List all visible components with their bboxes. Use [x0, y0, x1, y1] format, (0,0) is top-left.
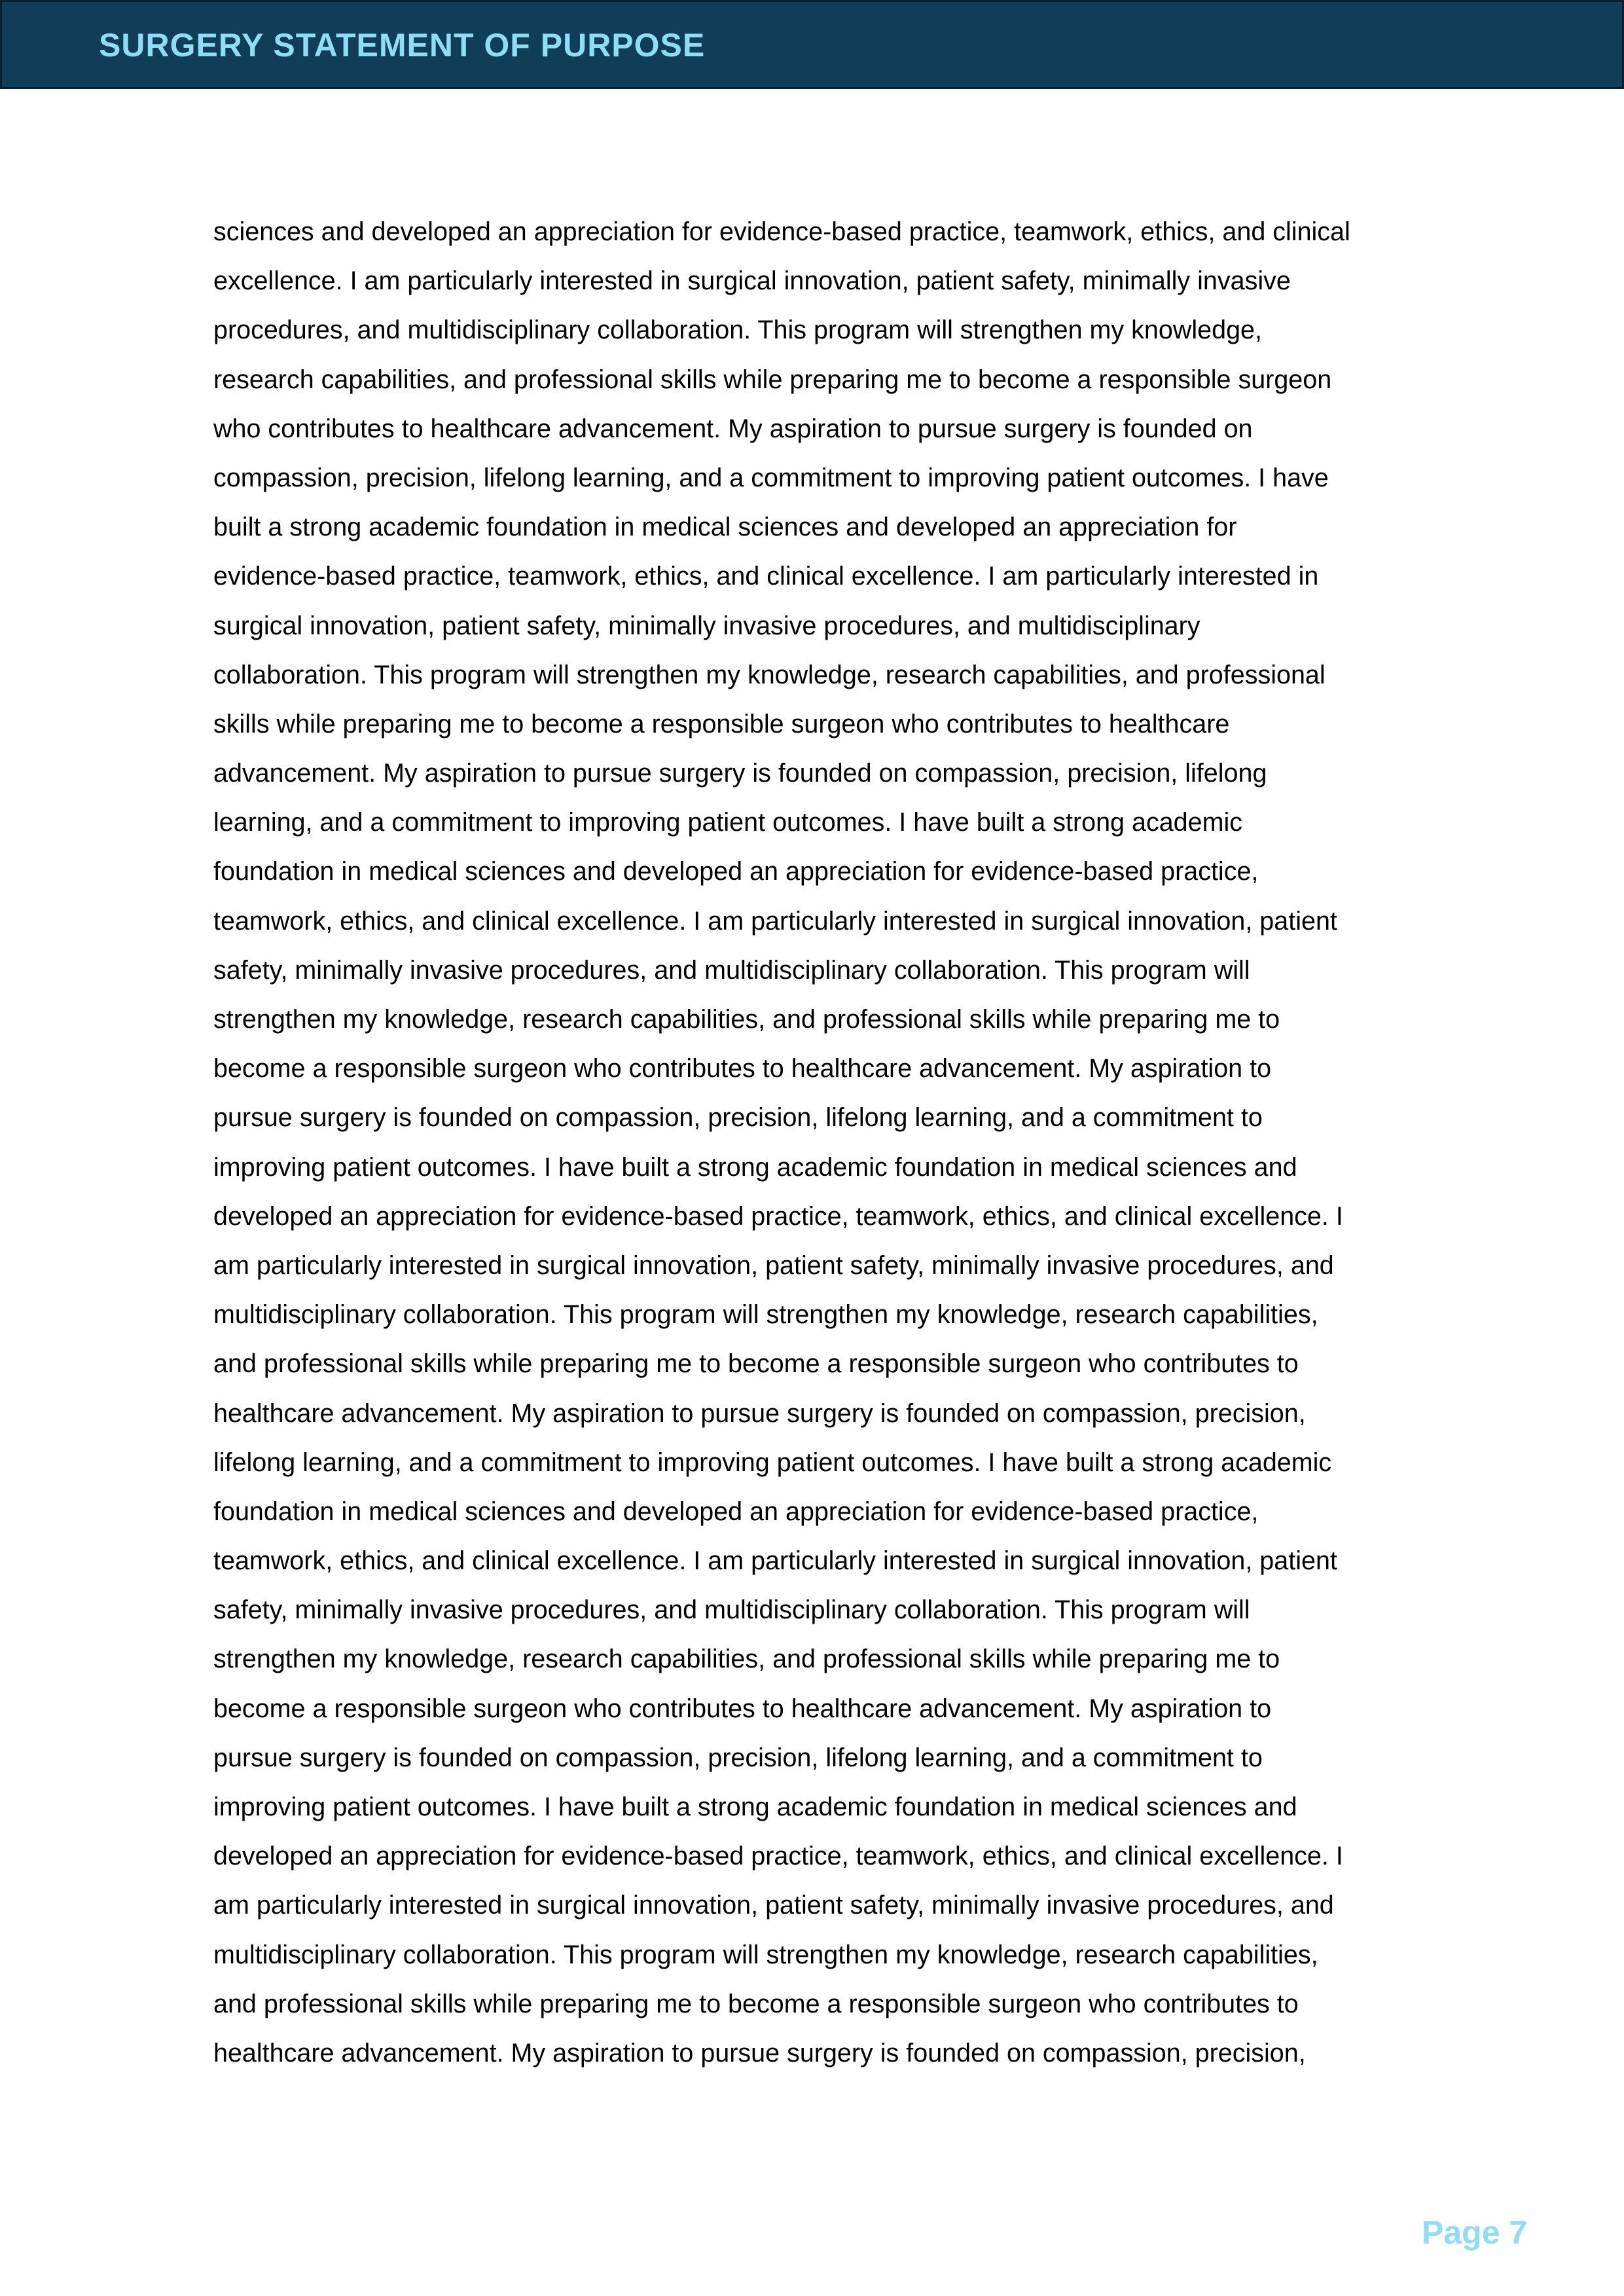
text-line: collaboration. This program will strengthen my knowledge, research capabilities, and professional — [213, 660, 1326, 689]
text-line: am particularly interested in surgical innovation, patient safety, minimally invasive procedures, and — [213, 1891, 1334, 1920]
text-line: foundation in medical sciences and developed an appreciation for evidence-based practice, — [213, 857, 1259, 886]
text-line: lifelong learning, and a commitment to improving patient outcomes. I have built a strong academic — [213, 1448, 1332, 1477]
text-line: strengthen my knowledge, research capabilities, and professional skills while preparing me to — [213, 1005, 1280, 1034]
text-line: safety, minimally invasive procedures, and multidisciplinary collaboration. This program will — [213, 1595, 1250, 1625]
text-line: am particularly interested in surgical innovation, patient safety, minimally invasive procedures, and — [213, 1250, 1334, 1280]
text-line: developed an appreciation for evidence-based practice, teamwork, ethics, and clinical excellence. I — [213, 1842, 1343, 1871]
text-line: learning, and a commitment to improving patient outcomes. I have built a strong academic — [213, 808, 1243, 837]
text-line: multidisciplinary collaboration. This program will strengthen my knowledge, research capabilities, — [213, 1300, 1318, 1330]
text-line: evidence-based practice, teamwork, ethics, and clinical excellence. I am particularly interested in — [213, 562, 1319, 591]
text-line: teamwork, ethics, and clinical excellence. I am particularly interested in surgical innovation, patient — [213, 906, 1337, 936]
document-title: SURGERY STATEMENT OF PURPOSE — [99, 27, 706, 64]
text-line: become a responsible surgeon who contributes to healthcare advancement. My aspiration to — [213, 1694, 1272, 1723]
text-line: advancement. My aspiration to pursue surgery is founded on compassion, precision, lifelong — [213, 759, 1267, 788]
text-line: and professional skills while preparing me to become a responsible surgeon who contributes to — [213, 1989, 1299, 2018]
text-line: excellence. I am particularly interested in surgical innovation, patient safety, minimally invasive — [213, 266, 1291, 296]
text-line: improving patient outcomes. I have built a strong academic foundation in medical sciences and — [213, 1793, 1297, 1821]
text-line: developed an appreciation for evidence-based practice, teamwork, ethics, and clinical excellence. I — [213, 1201, 1343, 1231]
text-line: compassion, precision, lifelong learning, and a commitment to improving patient outcomes. I have — [213, 463, 1329, 492]
text-line: strengthen my knowledge, research capabilities, and professional skills while preparing me to — [213, 1645, 1280, 1674]
text-line: healthcare advancement. My aspiration to pursue surgery is founded on compassion, precision, — [213, 1398, 1306, 1428]
text-line: surgical innovation, patient safety, minimally invasive procedures, and multidisciplinary — [213, 611, 1200, 640]
text-line: built a strong academic foundation in medical sciences and developed an appreciation for — [213, 513, 1237, 542]
text-line: who contributes to healthcare advancement. My aspiration to pursue surgery is founded on — [213, 414, 1253, 443]
text-line: become a responsible surgeon who contributes to healthcare advancement. My aspiration to — [213, 1054, 1272, 1084]
header-bar — [0, 0, 1624, 89]
text-line: improving patient outcomes. I have built a strong academic foundation in medical sciences and — [213, 1152, 1297, 1182]
text-line: foundation in medical sciences and developed an appreciation for evidence-based practice, — [213, 1497, 1259, 1526]
text-line: research capabilities, and professional skills while preparing me to become a responsible surgeon — [213, 365, 1332, 394]
body-paragraph — [213, 208, 1424, 2078]
text-line: pursue surgery is founded on compassion, precision, lifelong learning, and a commitment to — [213, 1743, 1263, 1772]
page-number: Page 7 — [1422, 2214, 1528, 2251]
text-line: pursue surgery is founded on compassion, precision, lifelong learning, and a commitment to — [213, 1103, 1263, 1133]
text-line: healthcare advancement. My aspiration to pursue surgery is founded on compassion, precision, — [213, 2038, 1306, 2068]
text-line: multidisciplinary collaboration. This program will strengthen my knowledge, research capabilities, — [213, 1940, 1318, 1969]
text-line: procedures, and multidisciplinary collaboration. This program will strengthen my knowledge, — [213, 316, 1262, 345]
text-line: skills while preparing me to become a responsible surgeon who contributes to healthcare — [213, 709, 1230, 738]
text-line: teamwork, ethics, and clinical excellence. I am particularly interested in surgical innovation, patient — [213, 1546, 1337, 1576]
text-line: sciences and developed an appreciation for evidence-based practice, teamwork, ethics, and clinical — [213, 217, 1350, 246]
text-line: and professional skills while preparing me to become a responsible surgeon who contributes to — [213, 1349, 1299, 1379]
text-line: safety, minimally invasive procedures, and multidisciplinary collaboration. This program will — [213, 955, 1250, 985]
